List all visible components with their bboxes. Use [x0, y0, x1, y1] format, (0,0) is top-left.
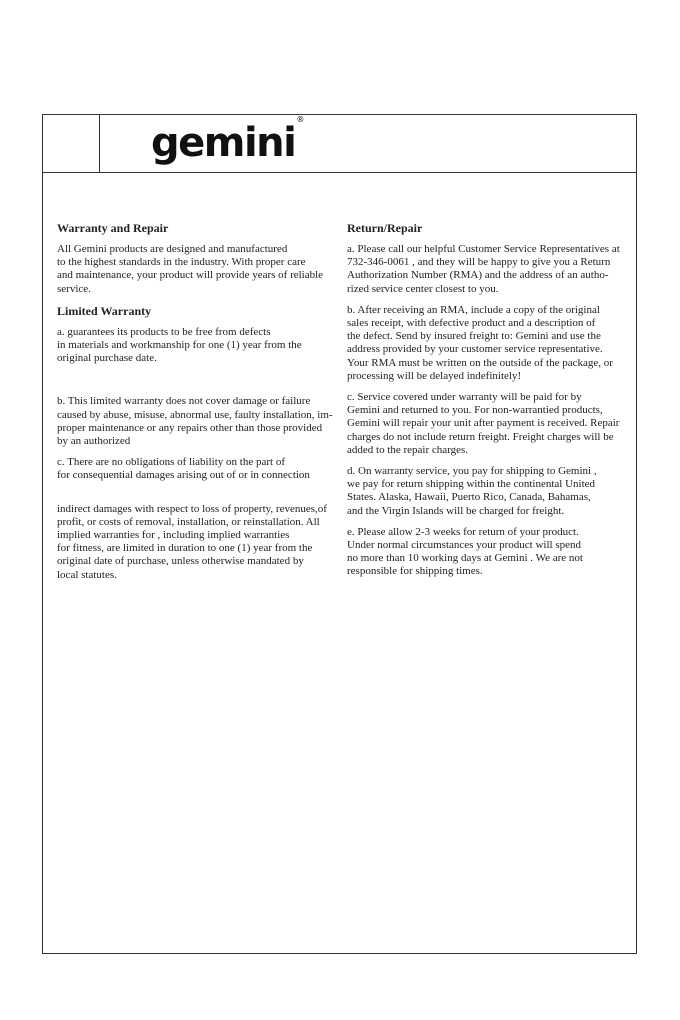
intro-paragraph: [57, 243, 329, 296]
limited-warranty-heading: Limited Warranty: [57, 303, 152, 318]
text-line: indirect damages with respect to loss of property, revenues,of: [57, 502, 327, 515]
text-line: c. Service covered under warranty will be paid for by: [347, 391, 582, 404]
text-line: charges do not include return freight. Freight charges will be: [347, 430, 614, 443]
text-line: Gemini and returned to you. For non-warrantied products,: [347, 404, 603, 417]
text-line: a. guarantees its products to be free from defects: [57, 325, 271, 338]
warranty-paragraph-b: [57, 395, 333, 448]
text-line: Your RMA must be written on the outside of the package, or: [347, 356, 613, 369]
return-repair-heading: Return/Repair: [347, 221, 423, 235]
text-line: added to the repair charges.: [347, 443, 469, 456]
header-rule: [43, 172, 636, 173]
text-line: the defect. Send by insured freight to: Gemini and use the: [347, 330, 601, 343]
text-line: by an authorized: [57, 435, 131, 448]
text-line: we pay for return shipping within the continental United: [347, 478, 596, 491]
text-line: and the Virgin Islands will be charged for freight.: [347, 504, 565, 517]
text-line: c. There are no obligations of liability on the part of: [57, 456, 285, 469]
warranty-paragraph-c: [57, 456, 329, 482]
text-line: All Gemini products are designed and manufactured: [57, 243, 288, 255]
left-column: [57, 221, 333, 590]
text-line: for consequential damages arising out of or in connection: [57, 469, 310, 482]
text-line: processing will be delayed indefinitely!: [347, 369, 522, 382]
warranty-paragraph-c-continued: [57, 503, 329, 582]
text-line: original purchase date.: [57, 352, 157, 365]
text-line: Gemini will repair your unit after payment is received. Repair: [347, 417, 620, 430]
text-line: address provided by your customer service representative.: [347, 343, 603, 356]
text-line: Authorization Number (RMA) and the address of an autho-: [347, 269, 609, 282]
text-line: proper maintenance or any repairs other than those provided: [57, 421, 323, 434]
text-line: 732-346-0061 , and they will be happy to give you a Return: [347, 256, 611, 269]
text-line: service.: [57, 282, 91, 295]
spacer: [57, 373, 329, 395]
gemini-logo: [151, 114, 305, 166]
text-line: e. Please allow 2-3 weeks for return of your product.: [347, 525, 579, 538]
text-line: and maintenance, your product will provide years of reliable: [57, 269, 324, 282]
return-paragraph-c: [347, 391, 625, 457]
text-line: sales receipt, with defective product and a description of: [347, 317, 596, 330]
text-line: in materials and workmanship for one (1) year from the: [57, 339, 302, 352]
registered-mark: ®: [296, 114, 305, 124]
right-column: [347, 221, 625, 587]
text-line: to the highest standards in the industry. With proper care: [57, 256, 306, 269]
text-line: caused by abuse, misuse, abnormal use, faulty installation, im-: [57, 408, 333, 421]
text-line: responsible for shipping times.: [347, 565, 483, 578]
text-line: Under normal circumstances your product will spend: [347, 539, 581, 552]
text-line: a. Please call our helpful Customer Service Representatives at: [347, 243, 620, 255]
text-line: profit, or costs of removal, installation, or reinstallation. All: [57, 515, 320, 528]
return-paragraph-b: [347, 304, 625, 383]
text-line: rized service center closest to you.: [347, 282, 499, 295]
return-paragraph-d: [347, 465, 625, 518]
return-paragraph-a: [347, 243, 625, 296]
text-line: local statutes.: [57, 568, 117, 581]
text-line: b. This limited warranty does not cover damage or failure: [57, 395, 311, 408]
text-line: d. On warranty service, you pay for shipping to Gemini ,: [347, 465, 597, 478]
text-line: b. After receiving an RMA, include a copy of the original: [347, 303, 600, 316]
page-frame: [42, 114, 637, 954]
logo-text: gemini: [151, 120, 296, 166]
spacer: [57, 491, 329, 503]
text-line: implied warranties for , including implied warranties: [57, 529, 290, 542]
text-line: original date of purchase, unless otherwise mandated by: [57, 555, 304, 568]
text-line: States. Alaska, Hawaii, Puerto Rico, Canada, Bahamas,: [347, 491, 591, 504]
return-paragraph-e: [347, 526, 625, 579]
text-line: no more than 10 working days at Gemini . We are not: [347, 552, 583, 565]
warranty-repair-heading: Warranty and Repair: [57, 221, 169, 235]
warranty-paragraph-a: [57, 326, 329, 366]
header-divider: [99, 115, 100, 172]
text-line: for fitness, are limited in duration to one (1) year from the: [57, 542, 313, 555]
